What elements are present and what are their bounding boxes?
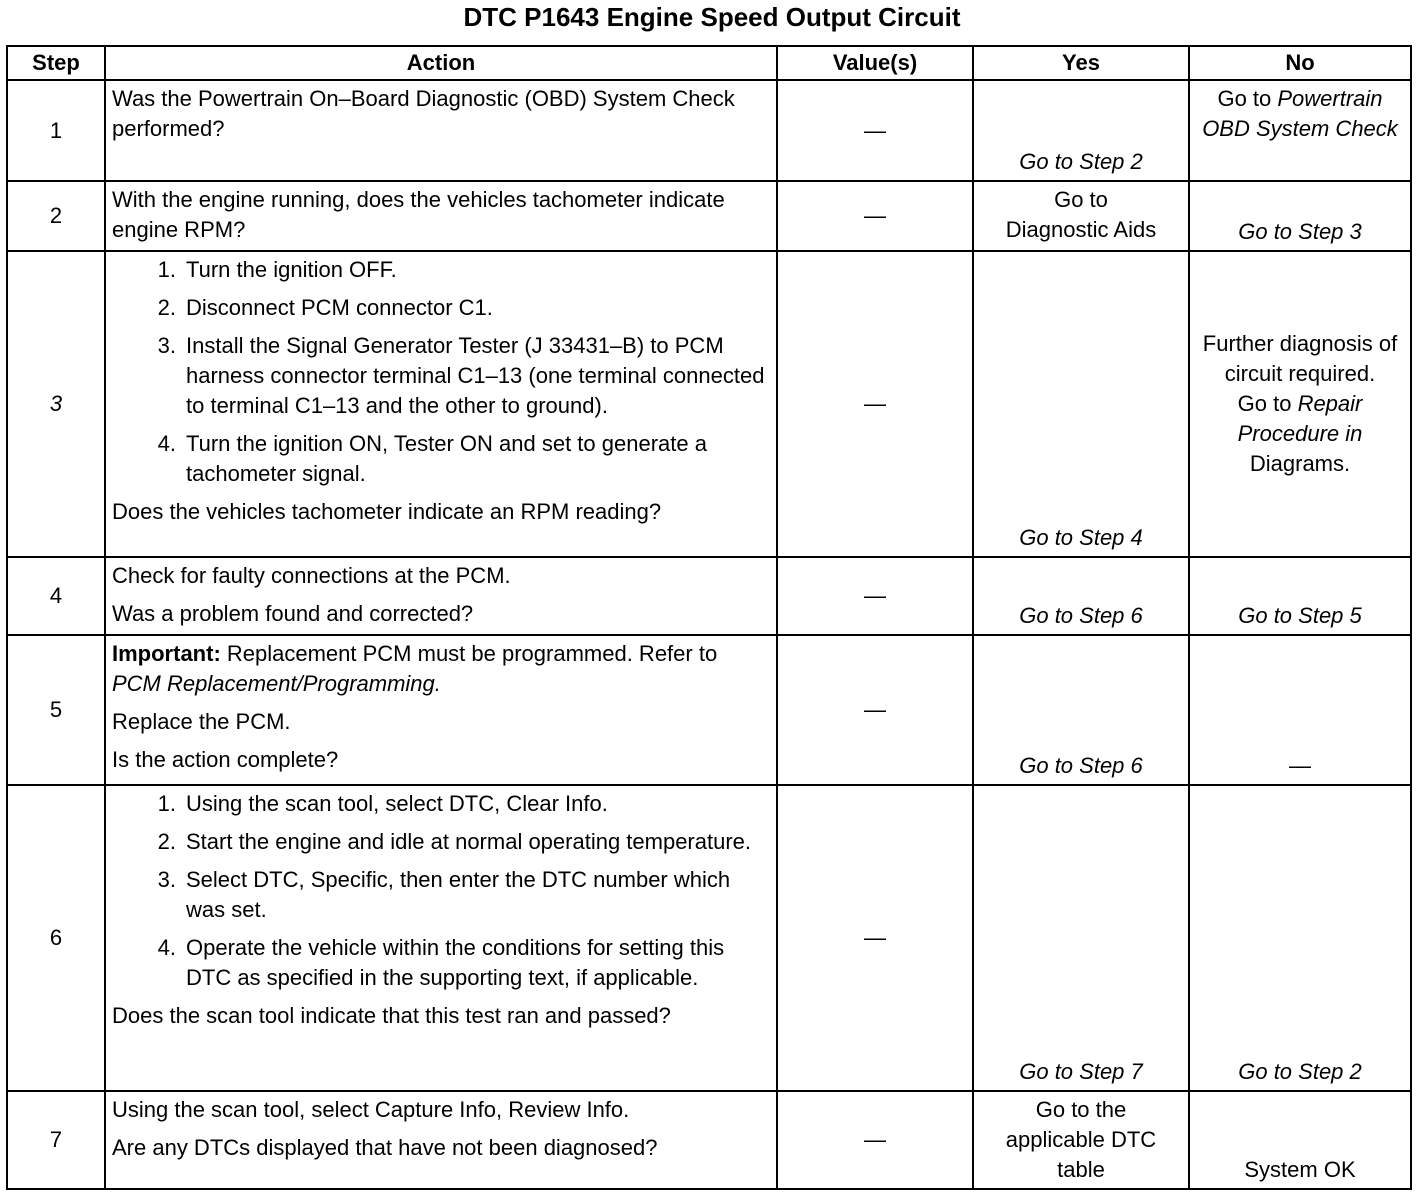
yes-cell: [973, 181, 1189, 251]
header-action: Action: [105, 46, 777, 80]
table-row: [7, 785, 1411, 1091]
table-row: [7, 635, 1411, 785]
yes-cell: Go to Step 6: [973, 557, 1189, 635]
list-item: 1. Turn the ignition OFF.: [157, 257, 397, 282]
no-prefix: Go to: [1217, 86, 1278, 111]
diagnostic-table: [6, 45, 1412, 1190]
no-cell: Go to Step 2: [1189, 785, 1411, 1091]
action-cell: [105, 251, 777, 557]
yes-line: Go to: [1054, 187, 1108, 212]
action-cell: [105, 557, 777, 635]
important-label: Important:: [112, 641, 221, 666]
question-text: Are any DTCs displayed that have not been diagnosed?: [112, 1135, 658, 1160]
list-item: 4. Operate the vehicle within the conditions for setting this DTC as specified in the supporting text, if applicable.: [157, 935, 725, 990]
no-cell: [1189, 251, 1411, 557]
procedure-list: [112, 255, 770, 489]
procedure-list: [112, 789, 770, 993]
action-cell: [105, 181, 777, 251]
yes-cell: Go to Step 4: [973, 251, 1189, 557]
no-line: Go to Repair Procedure in: [1237, 391, 1363, 446]
no-cell: Go to Step 5: [1189, 557, 1411, 635]
header-value: Value(s): [777, 46, 973, 80]
header-step: Step: [7, 46, 105, 80]
table-row: [7, 557, 1411, 635]
list-item: 3. Select DTC, Specific, then enter the DTC number which was set.: [157, 867, 731, 922]
no-cell: [1189, 80, 1411, 181]
action-cell: [105, 1091, 777, 1189]
action-cell: [105, 80, 777, 181]
table-row: [7, 80, 1411, 181]
value-cell: —: [777, 557, 973, 635]
action-text: Replace the PCM.: [112, 709, 291, 734]
yes-text: Go to the applicable DTC table: [1005, 1097, 1157, 1182]
question-text: Does the scan tool indicate that this test ran and passed?: [112, 1003, 671, 1028]
table-row: [7, 181, 1411, 251]
question-text: Was a problem found and corrected?: [112, 601, 474, 626]
question-text: Is the action complete?: [112, 747, 339, 772]
action-text: With the engine running, does the vehicles tachometer indicate engine RPM?: [112, 187, 725, 242]
no-line: Further diagnosis of circuit required.: [1202, 331, 1398, 386]
header-row: [7, 46, 1411, 80]
list-item: 2. Start the engine and idle at normal operating temperature.: [157, 829, 752, 854]
yes-cell: Go to Step 6: [973, 635, 1189, 785]
yes-cell: [973, 1091, 1189, 1189]
no-link: Powertrain OBD System Check: [1202, 86, 1398, 141]
value-cell: —: [777, 1091, 973, 1189]
value-cell: —: [777, 181, 973, 251]
list-item: 3. Install the Signal Generator Tester (J 33431–B) to PCM harness connector terminal C1–13 (one terminal connected to terminal C1–13 and the other to ground).: [157, 333, 765, 418]
step-number: 3: [7, 251, 105, 557]
step-number: 4: [7, 557, 105, 635]
no-line: Diagrams.: [1249, 451, 1351, 476]
table-row: [7, 251, 1411, 557]
no-link: Repair Procedure in: [1237, 391, 1363, 446]
important-note: Important: Replacement PCM must be programmed. Refer to PCM Replacement/Programming.: [112, 641, 718, 696]
step-number: 5: [7, 635, 105, 785]
yes-cell: Go to Step 7: [973, 785, 1189, 1091]
step-number: 2: [7, 181, 105, 251]
value-cell: —: [777, 635, 973, 785]
action-text: Using the scan tool, select Capture Info, Review Info.: [112, 1097, 630, 1122]
action-cell: [105, 785, 777, 1091]
action-text: Was the Powertrain On–Board Diagnostic (OBD) System Check performed?: [112, 86, 735, 141]
list-item: 4. Turn the ignition ON, Tester ON and set to generate a tachometer signal.: [157, 431, 707, 486]
step-number: 1: [7, 80, 105, 181]
page-title: DTC P1643 Engine Speed Output Circuit: [463, 2, 961, 32]
list-item: 2. Disconnect PCM connector C1.: [157, 295, 493, 320]
list-item: 1. Using the scan tool, select DTC, Clear Info.: [157, 791, 608, 816]
value-cell: —: [777, 785, 973, 1091]
step-number: 6: [7, 785, 105, 1091]
value-cell: —: [777, 80, 973, 181]
value-cell: —: [777, 251, 973, 557]
header-yes: Yes: [973, 46, 1189, 80]
yes-line: Diagnostic Aids: [1005, 217, 1157, 242]
no-cell: System OK: [1189, 1091, 1411, 1189]
header-no: No: [1189, 46, 1411, 80]
no-cell: —: [1189, 635, 1411, 785]
action-text: Check for faulty connections at the PCM.: [112, 563, 511, 588]
yes-cell: Go to Step 2: [973, 80, 1189, 181]
step-number: 7: [7, 1091, 105, 1189]
table-row: [7, 1091, 1411, 1189]
action-cell: [105, 635, 777, 785]
no-cell: Go to Step 3: [1189, 181, 1411, 251]
question-text: Does the vehicles tachometer indicate an RPM reading?: [112, 499, 662, 524]
important-link: PCM Replacement/Programming.: [112, 671, 441, 696]
